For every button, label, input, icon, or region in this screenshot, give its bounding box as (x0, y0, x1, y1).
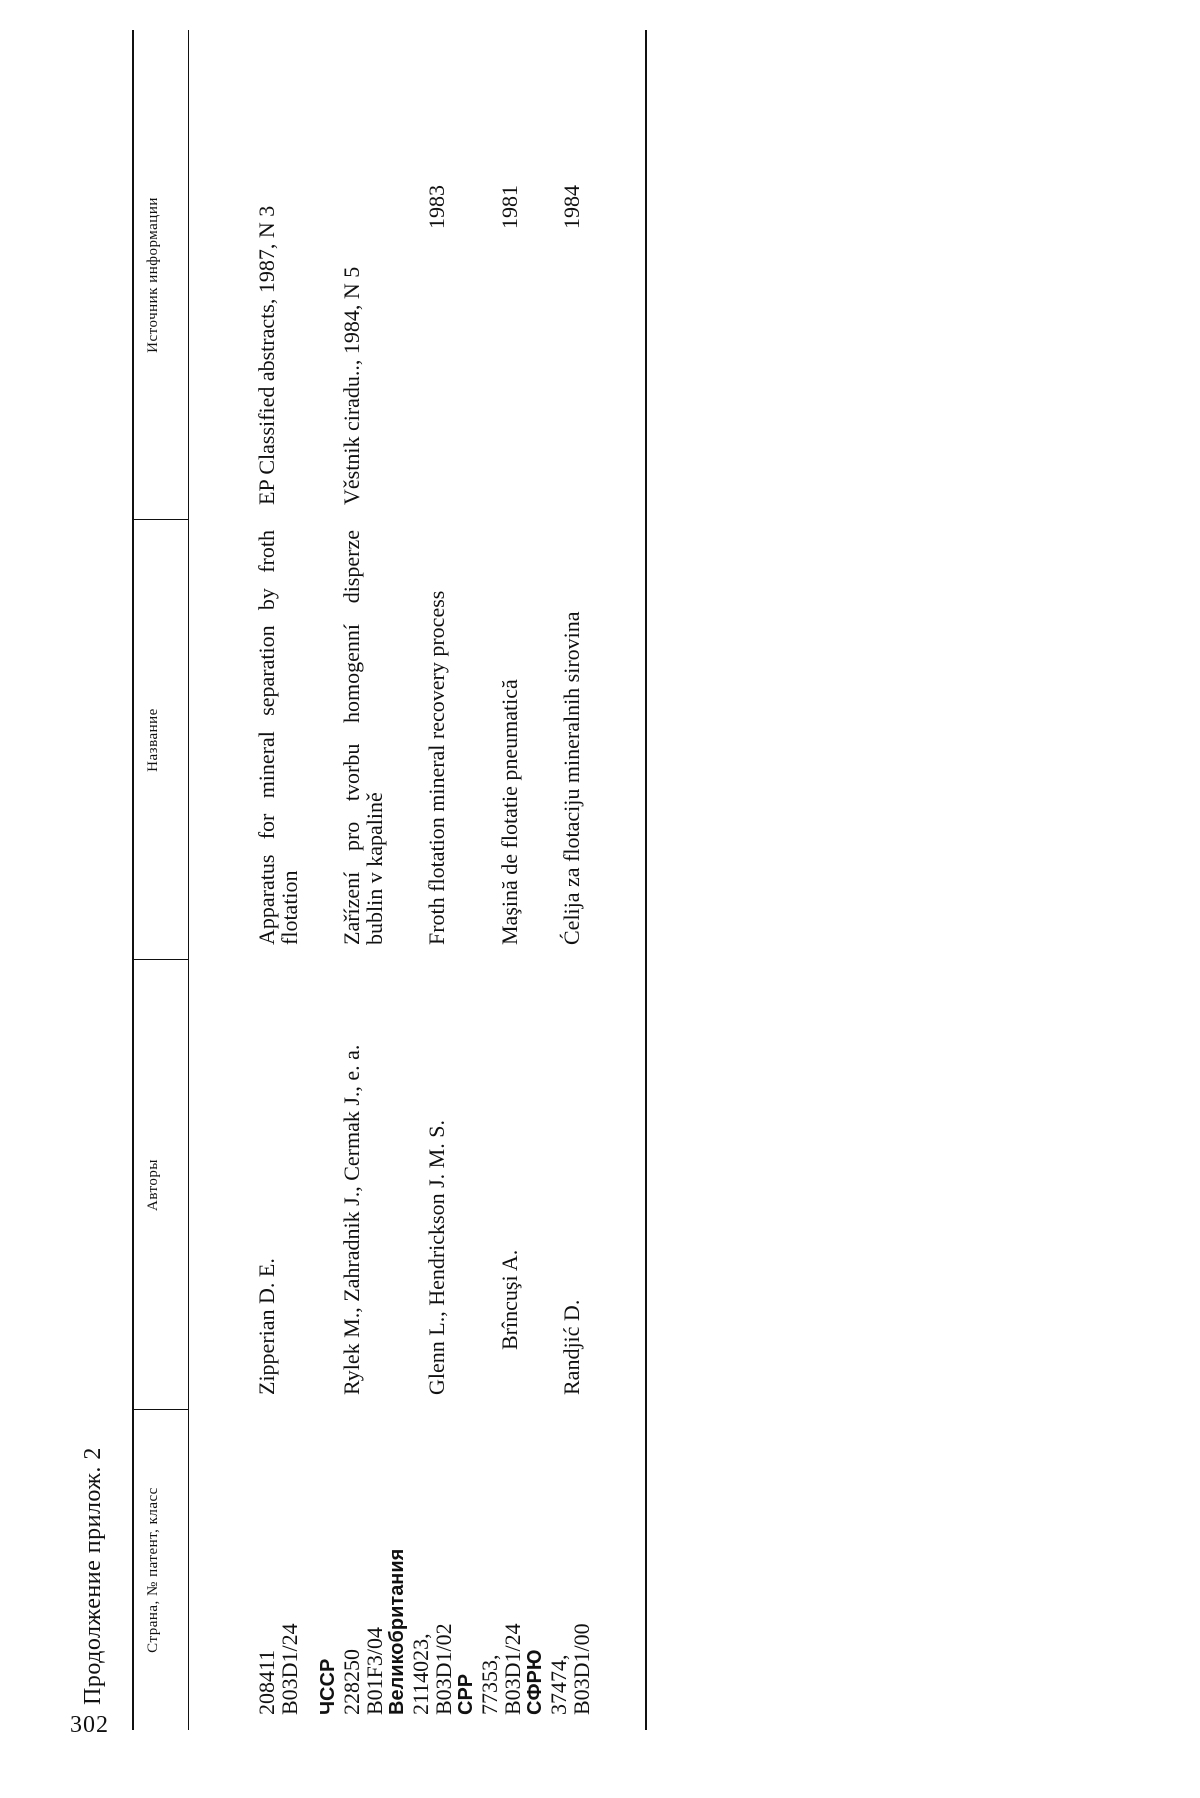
row-3-patent-number: 2114023, (408, 1633, 433, 1715)
header-title: Название (145, 708, 161, 772)
row-4-country: СРР (455, 1673, 477, 1715)
row-5-source: 1984 (559, 185, 584, 229)
header-source: Источник информации (145, 197, 161, 353)
row-3-country: Великобритания (386, 1548, 408, 1715)
row-2-source: Věstnik ciradu.., 1984, N 5 (339, 266, 364, 505)
header-bottom-rule (188, 30, 189, 1730)
row-2-authors: Rylek M., Zahradnik J., Cermak J., e. a. (339, 1044, 364, 1395)
row-4-authors: Brîncuşi A. (497, 1249, 522, 1350)
row-1-patent-number: 208411 (254, 1649, 279, 1715)
row-5-patent-class: B03D1/00 (569, 1623, 594, 1715)
row-1-title: Apparatus for mineral separation by froth flotation (254, 530, 302, 945)
row-5-country: СФРЮ (524, 1649, 546, 1715)
row-4-source: 1981 (497, 185, 522, 229)
row-5-authors: Randjić D. (559, 1299, 584, 1395)
table-bottom-rule (645, 30, 647, 1730)
rotated-page-content (70, 30, 710, 1730)
row-2-country: ЧССР (317, 1658, 339, 1715)
row-4-title: Maşină de flotatie pneumatică (497, 679, 522, 945)
row-2-patent-class: B01F3/04 (362, 1626, 387, 1715)
patent-table (70, 30, 710, 1730)
row-3-patent-class: B03D1/02 (431, 1623, 456, 1715)
row-1-patent-class: B03D1/24 (277, 1623, 302, 1715)
row-2-patent-number: 228250 (339, 1649, 364, 1715)
continuation-label: Продолжение прилож. 2 (80, 1447, 106, 1705)
row-5-title: Ćelija za flotaciju mineralnih sirovina (559, 611, 584, 945)
header-authors: Авторы (145, 1159, 161, 1211)
row-4-patent-class: B03D1/24 (500, 1623, 525, 1715)
header-country: Страна, № патент, класс (145, 1487, 161, 1653)
row-4-patent-number: 77353, (477, 1654, 502, 1715)
row-2-title: Zařízení pro tvorbu homogenní disperze bublin v kapalině (339, 530, 387, 945)
table-top-rule (132, 30, 134, 1730)
row-3-title: Froth flotation mineral recovery process (424, 590, 449, 945)
row-1-source: EP Classified abstracts, 1987, N 3 (254, 205, 279, 505)
page-number: 302 (70, 1712, 109, 1738)
country-column (255, 1415, 593, 1715)
row-1-authors: Zipperian D. E. (254, 1258, 279, 1395)
row-3-source: 1983 (424, 185, 449, 229)
row-3-authors: Glenn L., Hendrickson J. M. S. (424, 1120, 449, 1395)
row-5-patent-number: 37474, (546, 1654, 571, 1715)
